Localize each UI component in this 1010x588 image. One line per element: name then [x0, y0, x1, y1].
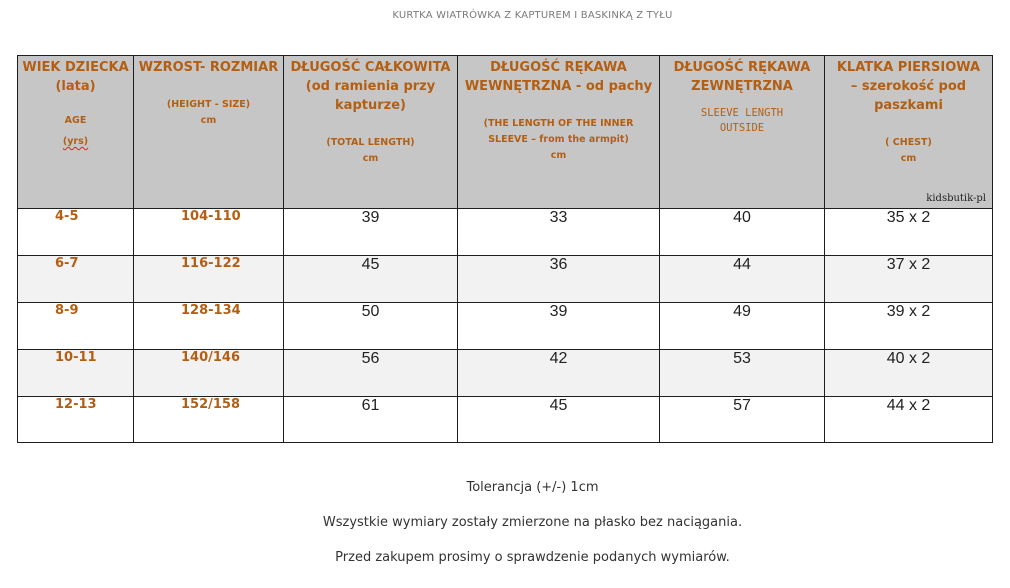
header-outer-sleeve-sub: SLEEVE LENGTH OUTSIDE: [700, 107, 784, 134]
table-row: [18, 303, 993, 350]
cell-height: 116-122: [134, 256, 284, 303]
header-height: [134, 56, 284, 209]
header-total-length-title: DŁUGOŚĆ CAŁKOWITA (od ramienia przy kapturze): [290, 60, 451, 113]
cell-chest: 40 x 2: [825, 350, 993, 397]
header-chest: [825, 56, 993, 209]
header-inner-sleeve: [458, 56, 660, 209]
cell-chest: 37 x 2: [825, 256, 993, 303]
check-note: Przed zakupem prosimy o sprawdzenie podanych wymiarów.: [335, 550, 730, 565]
cell-outer-sleeve: 49: [660, 303, 825, 350]
cell-chest: 44 x 2: [825, 397, 993, 443]
cell-total-length: 61: [284, 397, 458, 443]
cell-total-length: 45: [284, 256, 458, 303]
size-chart-table: [17, 55, 993, 443]
document-title: KURTKA WIATRÓWKA Z KAPTUREM I BASKINKĄ Z TYŁU: [392, 10, 673, 21]
cell-inner-sleeve: 42: [458, 350, 660, 397]
cell-inner-sleeve: 33: [458, 209, 660, 256]
table-header: [18, 56, 993, 209]
table-row: [18, 209, 993, 256]
table-body: [18, 209, 993, 443]
cell-age: 10-11: [18, 350, 134, 397]
cell-outer-sleeve: 40: [660, 209, 825, 256]
header-height-title: WZROST- ROZMIAR: [138, 60, 279, 75]
table-row: [18, 350, 993, 397]
watermark-text: kidsbutik-pl: [926, 193, 986, 204]
table-row: [18, 397, 993, 443]
header-height-sub: (HEIGHT - SIZE) cm: [166, 99, 251, 126]
cell-inner-sleeve: 39: [458, 303, 660, 350]
cell-outer-sleeve: 53: [660, 350, 825, 397]
cell-total-length: 50: [284, 303, 458, 350]
tolerance-note: Tolerancja (+/-) 1cm: [466, 480, 599, 495]
cell-inner-sleeve: 45: [458, 397, 660, 443]
header-age-title: WIEK DZIECKA (lata): [22, 60, 129, 94]
cell-age: 4-5: [18, 209, 134, 256]
cell-height: 104-110: [134, 209, 284, 256]
header-row: [18, 56, 993, 209]
header-total-length: [284, 56, 458, 209]
cell-height: 140/146: [134, 350, 284, 397]
cell-age: 12-13: [18, 397, 134, 443]
header-age-yrs: (yrs): [62, 136, 89, 147]
header-age-sub: AGE: [64, 115, 87, 126]
cell-height: 128-134: [134, 303, 284, 350]
cell-inner-sleeve: 36: [458, 256, 660, 303]
header-inner-sleeve-sub: (THE LENGTH OF THE INNER SLEEVE – from the armpit) cm: [483, 118, 634, 161]
cell-height: 152/158: [134, 397, 284, 443]
cell-chest: 39 x 2: [825, 303, 993, 350]
header-chest-title: KLATKA PIERSIOWA – szerokość pod paszkami: [836, 60, 981, 113]
cell-total-length: 56: [284, 350, 458, 397]
cell-chest: 35 x 2: [825, 209, 993, 256]
table-row: [18, 256, 993, 303]
cell-age: 8-9: [18, 303, 134, 350]
header-chest-sub: ( CHEST) cm: [885, 137, 932, 164]
header-total-length-sub: (TOTAL LENGTH) cm: [326, 137, 415, 164]
header-age: [18, 56, 134, 209]
header-outer-sleeve: [660, 56, 825, 209]
measurement-note: Wszystkie wymiary zostały zmierzone na płasko bez naciągania.: [322, 515, 743, 530]
header-inner-sleeve-title: DŁUGOŚĆ RĘKAWA WEWNĘTRZNA - od pachy: [464, 60, 653, 94]
cell-outer-sleeve: 57: [660, 397, 825, 443]
cell-outer-sleeve: 44: [660, 256, 825, 303]
cell-age: 6-7: [18, 256, 134, 303]
cell-total-length: 39: [284, 209, 458, 256]
header-outer-sleeve-title: DŁUGOŚĆ RĘKAWA ZEWNĘTRZNA: [673, 60, 811, 94]
